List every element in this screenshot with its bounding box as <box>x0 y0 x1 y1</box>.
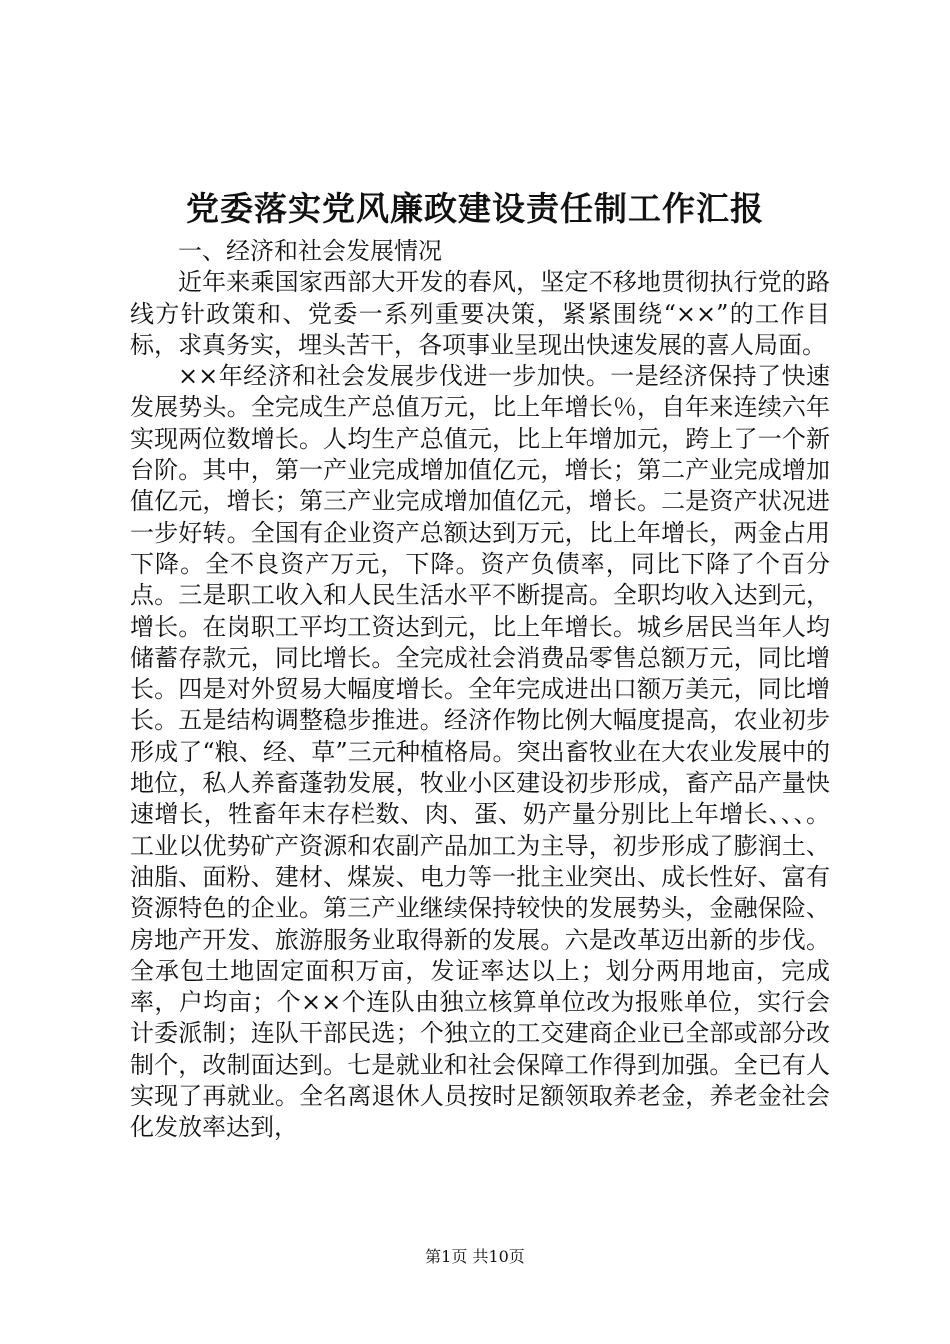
paragraph-intro: 近年来乘国家西部大开发的春风，坚定不移地贯彻执行党的路线方针政策和、党委一系列重要决策，紧紧围绕“××”的工作目标，求真务实，埋头苦干，各项事业呈现出快速发展的喜人局面。 <box>130 268 830 359</box>
document-title: 党委落实党风廉政建设责任制工作汇报 <box>186 189 764 228</box>
paragraph-economy: ××年经济和社会发展步伐进一步加快。一是经济保持了快速发展势头。全完成生产总值万元，比上年增长％，自年来连续六年实现两位数增长。人均生产总值元，比上年增加元，跨上了一个新台阶。其中，第一产业完成增加值亿元，增长；第二产业完成增加值亿元，增长；第三产业完成增加值亿元，增长。二是资产状况进一步好转。全国有企业资产总额达到万元，比上年增长，两金占用下降。全不良资产万元，下降。资产负债率，同比下降了个百分点。三是职工收入和人民生活水平不断提高。全职均收入达到元，增长。在岗职工平均工资达到元，比上年增长。城乡居民当年人均储蓄存款元，同比增长。全完成社会消费品零售总额万元，同比增长。四是对外贸易大幅度增长。全年完成进出口额万美元，同比增长。五是结构调整稳步推进。经济作物比例大幅度提高，农业初步形成了“粮、经、草”三元种植格局。突出畜牧业在大农业发展中的地位，私人养畜蓬勃发展，牧业小区建设初步形成，畜产品产量快速增长，牲畜年末存栏数、肉、蛋、奶产量分别比上年增长、、、。工业以优势矿产资源和农副产品加工为主导，初步形成了膨润土、油脂、面粉、建材、煤炭、电力等一批主业突出、成长性好、富有资源特色的企业。第三产业继续保持较快的发展势头，金融保险、房地产开发、旅游服务业取得新的发展。六是改革迈出新的步伐。全承包土地固定面积万亩，发证率达以上；划分两用地亩，完成率，户均亩；个××个连队由独立核算单位改为报账单位，实行会计委派制；连队干部民选；个独立的工交建商企业已全部或部分改制个，改制面达到。七是就业和社会保障工作得到加强。全已有人实现了再就业。全名离退休人员按时足额领取养老金，养老金社会化发放率达到， <box>130 362 830 1142</box>
document-body <box>130 236 830 1144</box>
page-footer: 第1页 共10页 <box>425 1247 525 1266</box>
section-heading: 一、经济和社会发展情况 <box>178 237 442 265</box>
